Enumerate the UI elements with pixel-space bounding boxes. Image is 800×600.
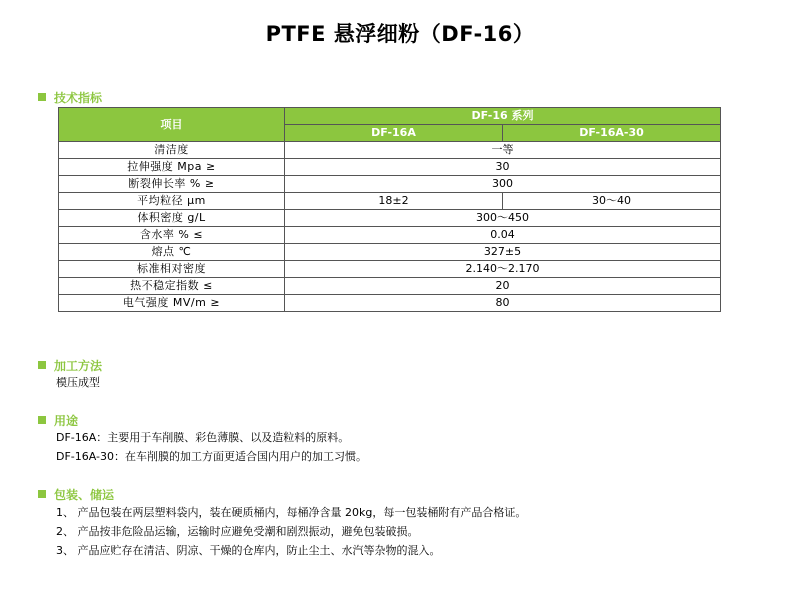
- row-label: 标准相对密度: [59, 261, 285, 278]
- row-label: 热不稳定指数 ≤: [59, 278, 285, 295]
- section-heading-method-label: 加工方法: [54, 358, 103, 373]
- square-bullet-icon: [38, 361, 46, 369]
- table-row: [59, 295, 721, 312]
- row-value: 20: [285, 278, 721, 295]
- row-value: 2.140～2.170: [285, 261, 721, 278]
- usage-line: DF-16A：主要用于车削膜、彩色薄膜、以及造粒料的原料。: [56, 431, 350, 444]
- usage-text: [56, 428, 367, 466]
- table-header-row: [59, 108, 721, 125]
- table-row: [59, 210, 721, 227]
- table-row: [59, 227, 721, 244]
- row-label: 含水率 % ≤: [59, 227, 285, 244]
- section-heading-packing: [38, 486, 114, 502]
- page-title: PTFE 悬浮细粉（DF-16）: [265, 22, 535, 46]
- section-heading-spec-label: 技术指标: [54, 90, 103, 105]
- method-line: 模压成型: [56, 376, 100, 389]
- row-label: 拉伸强度 Mpa ≥: [59, 159, 285, 176]
- row-value: 327±5: [285, 244, 721, 261]
- packing-text: [56, 503, 526, 560]
- row-value-b: 30～40: [503, 193, 721, 210]
- section-heading-usage-label: 用途: [54, 413, 79, 428]
- section-heading-spec: [38, 89, 102, 105]
- packing-line: 1、 产品包装在两层塑料袋内，装在硬质桶内，每桶净含量 20kg，每一包装桶附有产品合格证。: [56, 506, 527, 519]
- packing-line: 3、 产品应贮存在清洁、阴凉、干燥的仓库内，防止尘土、水汽等杂物的混入。: [56, 544, 441, 557]
- row-value: 300: [285, 176, 721, 193]
- square-bullet-icon: [38, 93, 46, 101]
- header-item: 项目: [59, 108, 285, 142]
- table-row: [59, 244, 721, 261]
- row-label: 清洁度: [59, 142, 285, 159]
- table-row: [59, 278, 721, 295]
- row-label: 断裂伸长率 % ≥: [59, 176, 285, 193]
- section-heading-packing-label: 包装、储运: [54, 487, 115, 502]
- header-col-a: DF-16A: [285, 125, 503, 142]
- section-heading-usage: [38, 412, 78, 428]
- usage-line: DF-16A-30：在车削膜的加工方面更适合国内用户的加工习惯。: [56, 450, 368, 463]
- row-value: 300～450: [285, 210, 721, 227]
- header-col-b: DF-16A-30: [503, 125, 721, 142]
- row-label: 平均粒径 μm: [59, 193, 285, 210]
- table-row: [59, 159, 721, 176]
- row-value: 30: [285, 159, 721, 176]
- row-label: 体积密度 g/L: [59, 210, 285, 227]
- table-row: [59, 261, 721, 278]
- method-text: [56, 373, 100, 392]
- row-value: 0.04: [285, 227, 721, 244]
- table-row: [59, 142, 721, 159]
- spec-table: [58, 107, 721, 312]
- table-row: [59, 176, 721, 193]
- table-row: [59, 193, 721, 210]
- row-value: 80: [285, 295, 721, 312]
- header-series: DF-16 系列: [285, 108, 721, 125]
- row-label: 电气强度 MV/m ≥: [59, 295, 285, 312]
- row-label: 熔点 ℃: [59, 244, 285, 261]
- row-value-a: 18±2: [285, 193, 503, 210]
- packing-line: 2、 产品按非危险品运输，运输时应避免受潮和剧烈振动，避免包装破损。: [56, 525, 419, 538]
- section-heading-method: [38, 357, 102, 373]
- square-bullet-icon: [38, 416, 46, 424]
- row-value: 一等: [285, 142, 721, 159]
- square-bullet-icon: [38, 490, 46, 498]
